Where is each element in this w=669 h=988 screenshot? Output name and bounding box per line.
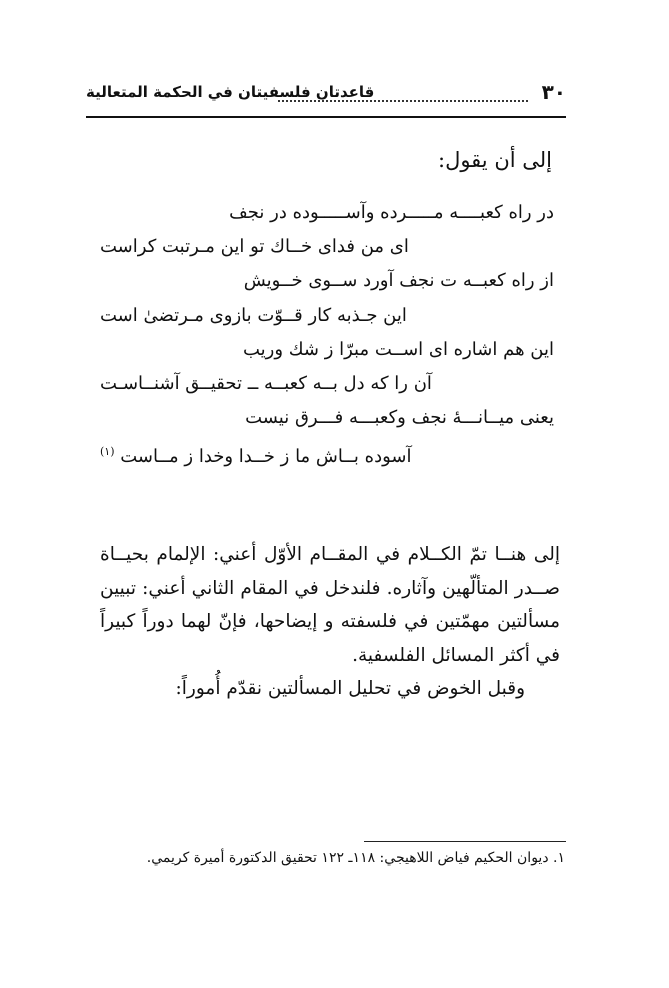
poem-verse-text: آسوده بــاش ما ز خــدا وخدا ز مــاست [120, 446, 412, 468]
body-paragraph-2: وقبل الخوض في تحليل المسألتين نقدّم أُموراً: [175, 678, 525, 699]
poem-verse: در راه كعبــــه مـــــرده وآســـــوده در نجف [229, 202, 554, 223]
poem-verse: اى من فداى خــاك تو اين مـرتبت كراست [100, 236, 409, 258]
poem-verse: يعنى ميــانـــهٔ نجف وكعبـــه فـــرق نيست [245, 407, 554, 429]
footnote: ١. ديوان الحكيم فياض اللاهيجي: ١١٨ـ ١٢٢ تحقيق الدكتورة أميرة كريمي. [146, 850, 565, 866]
running-title: قاعدتان فلسفيتان في الحكمة المتعالية [86, 83, 375, 101]
poem-verse-last [100, 435, 560, 469]
poem-verse: اين جـذبه كار قــوّت بازوى مـرتضىٰ است [100, 304, 407, 326]
footnote-reference: (١) [100, 445, 115, 459]
footnote-rule [364, 841, 566, 842]
page-header [86, 80, 566, 110]
page-number: ٣٠ [541, 80, 566, 104]
poem [100, 196, 560, 470]
body-paragraph: إلى هنــا تمّ الكــلام في المقــام الأوّل أعني: الإلمام بحيــاة صــدر المتألّهين وآثاره. فلندخل في المقام الثاني أعني: تبيين مسألتين مهمّتين في فلسفته و إيضاحها، فإنّ لهما دوراً كبيراً في أكثر المسائل الفلسفية. [100, 544, 560, 666]
poem-verse: اين هم اشاره اى اســت مبرّا ز شك وريب [242, 338, 554, 360]
intro-line: إلى أن يقول: [438, 148, 552, 172]
header-rule [86, 116, 566, 118]
poem-verse: از راه كعبــه ت نجف آورد ســوى خــويش [243, 270, 554, 292]
poem-verse: آن را كه دل بــه كعبــه ــ تحقيــق آشنــاسـت [100, 372, 432, 394]
